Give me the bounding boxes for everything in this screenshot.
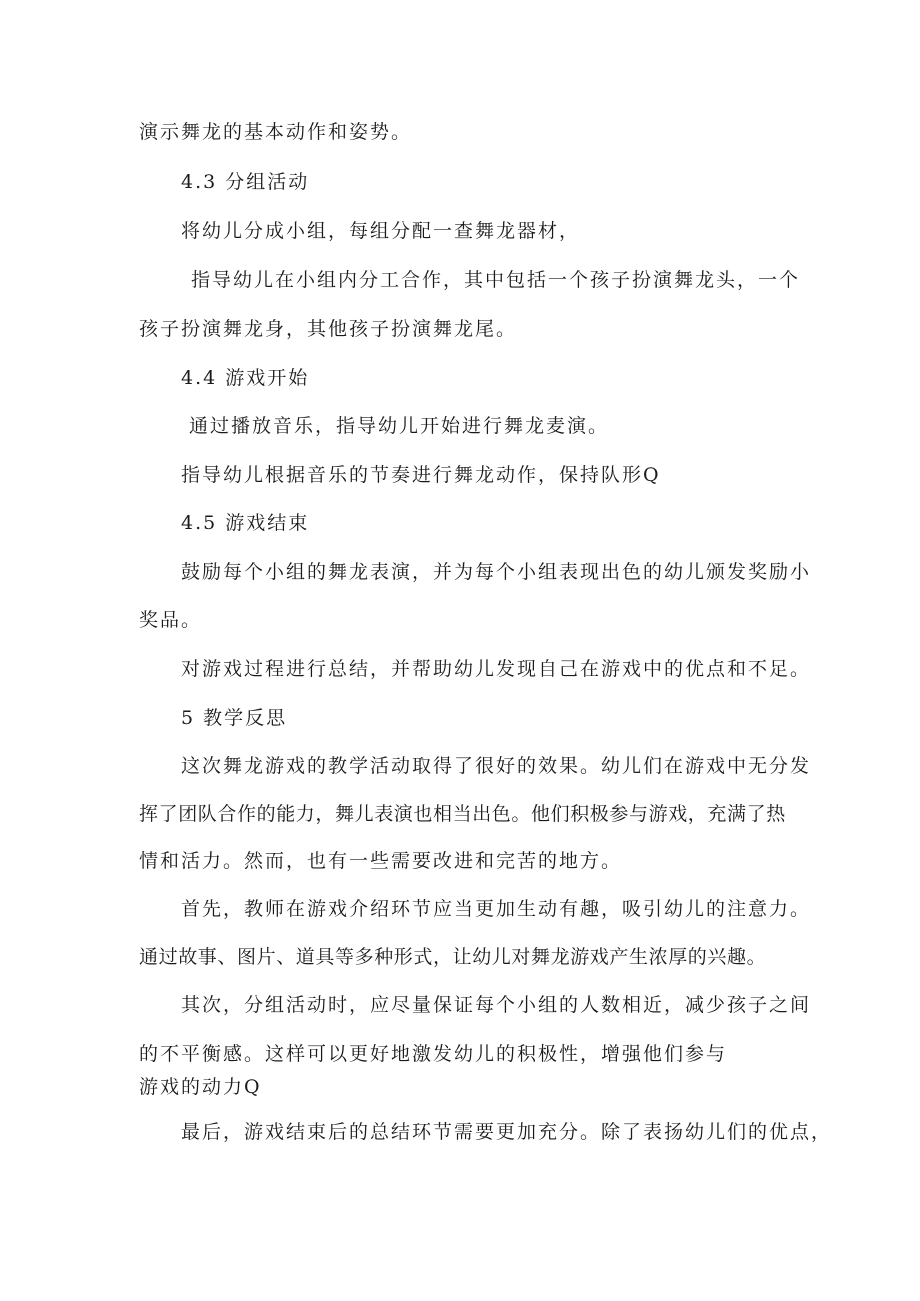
paragraph-line: 指导幼儿在小组内分工合作，其中包括一个孩子扮演舞龙头，一个 bbox=[191, 269, 801, 291]
paragraph-line: 其次，分组活动时，应尽量保证每个小组的人数相近，减少孩子之间 bbox=[181, 994, 812, 1016]
paragraph-line: 将幼儿分成小组，每组分配一查舞龙器材， bbox=[181, 220, 581, 242]
section-heading: 4.5 游戏结束 bbox=[181, 512, 310, 534]
paragraph-line: 挥了团队合作的能力，舞儿表演也相当出色。他们积极参与游戏，充满了热 bbox=[139, 803, 786, 825]
paragraph-line: 对游戏过程进行总结，并帮助幼儿发现自己在游戏中的优点和不足。 bbox=[181, 658, 812, 680]
paragraph-line: 孩子扮演舞龙身，其他孩子扮演舞龙尾。 bbox=[139, 318, 518, 340]
paragraph-line: 通过故事、图片、道具等多种形式，让幼儿对舞龙游戏产生浓厚的兴趣。 bbox=[139, 946, 767, 968]
paragraph-line: 指导幼儿根据音乐的节奏进行舞龙动作，保持队形Q bbox=[181, 464, 661, 486]
paragraph-line: 首先，教师在游戏介绍环节应当更加生动有趣，吸引幼儿的注意力。 bbox=[181, 898, 812, 920]
paragraph-line: 这次舞龙游戏的教学活动取得了很好的效果。幼儿们在游戏中无分发 bbox=[181, 755, 812, 777]
paragraph-line: 情和活力。然而，也有一些需要改进和完苦的地方。 bbox=[139, 850, 623, 872]
paragraph-line: 通过播放音乐，指导幼儿开始进行舞龙麦演。 bbox=[189, 415, 610, 437]
paragraph-line: 的不平衡感。这样可以更好地激发幼儿的积极性，增强他们参与 bbox=[139, 1043, 728, 1065]
section-heading: 5 教学反思 bbox=[181, 707, 288, 729]
paragraph-line: 游戏的动力Q bbox=[139, 1076, 262, 1098]
paragraph-line: 奖品。 bbox=[139, 609, 203, 631]
paragraph-line: 鼓励每个小组的舞龙表演，并为每个小组表现出色的幼儿颁发奖励小 bbox=[181, 561, 812, 583]
paragraph-line: 最后，游戏结束后的总结环节需要更加充分。除了表扬幼儿们的优点， bbox=[181, 1121, 833, 1143]
section-heading: 4.3 分组活动 bbox=[181, 171, 310, 193]
section-heading: 4.4 游戏开始 bbox=[181, 367, 310, 389]
paragraph-line: 演示舞龙的基本动作和姿势。 bbox=[139, 121, 413, 143]
